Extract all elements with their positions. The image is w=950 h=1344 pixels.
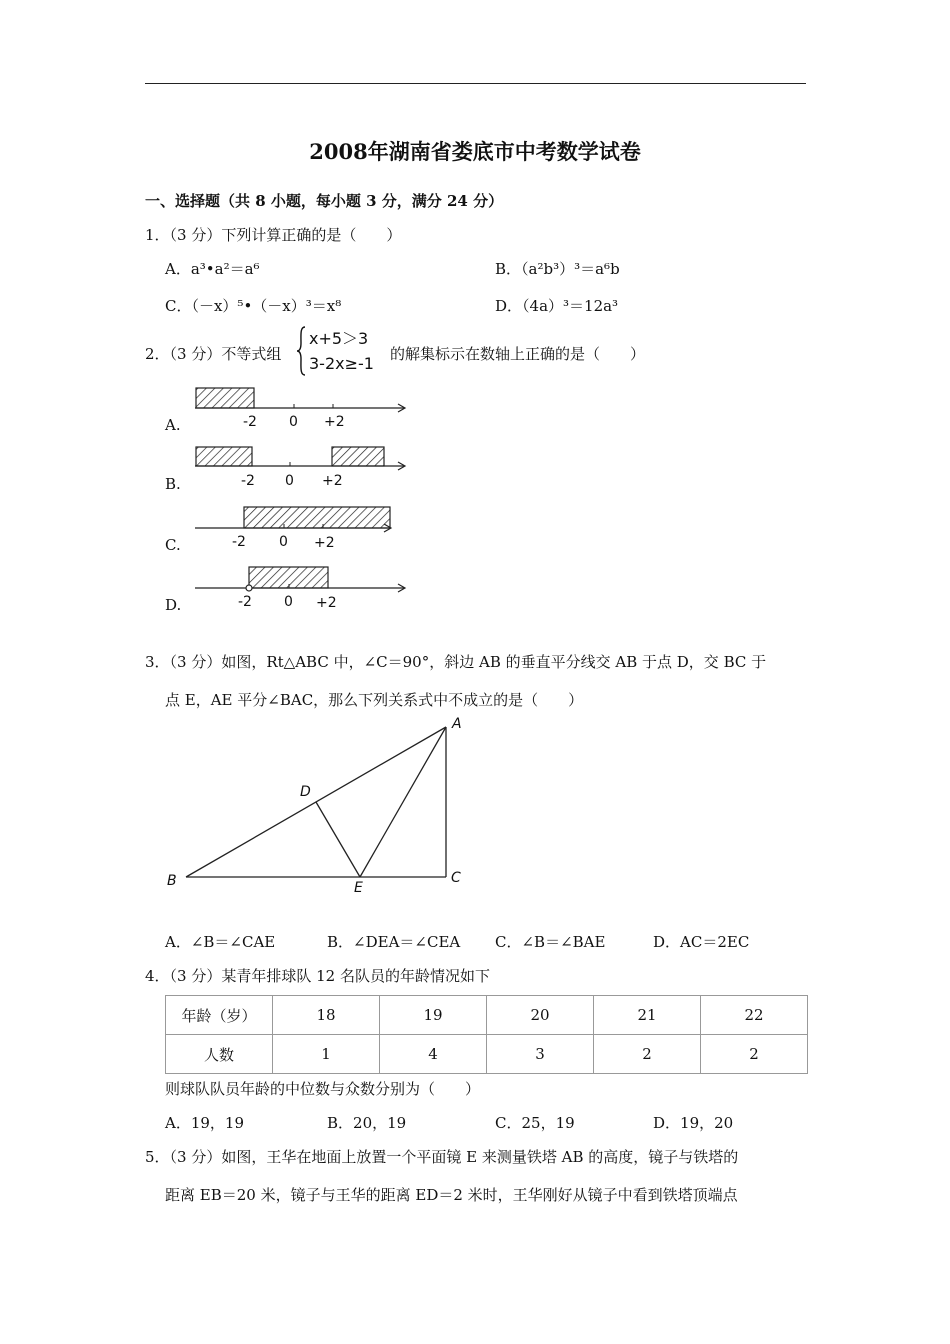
point-d-label: D [300, 784, 311, 800]
q4-option-c: C．25，19 [495, 1114, 575, 1132]
table-cell: 22 [701, 996, 808, 1035]
tick-label: 0 [285, 473, 294, 489]
tick-label: 0 [284, 594, 293, 610]
q2-label-b: B. [165, 475, 181, 493]
q2-inequality-2: 3-2x≥-1 [309, 354, 374, 373]
q4-option-d: D．19，20 [653, 1114, 734, 1132]
table-cell: 18 [273, 996, 380, 1035]
q2-label-c: C. [165, 536, 181, 554]
point-e-label: E [354, 880, 363, 896]
q3-stem-line1: 3．（3 分）如图，Rt△ABC 中，∠C＝90°，斜边 AB 的垂直平分线交 AB 于点 D，交 BC 于 [145, 653, 767, 671]
q4-stem: 4．（3 分）某青年排球队 12 名队员的年龄情况如下 [145, 967, 490, 985]
tick-label: 0 [289, 414, 298, 430]
q1-option-a: A．a³•a²＝a⁶ [165, 260, 260, 278]
tick-label: 0 [279, 534, 288, 550]
table-cell: 2 [594, 1035, 701, 1074]
q4-option-b: B．20，19 [327, 1114, 407, 1132]
q2-stem-prefix: 2．（3 分）不等式组 [145, 345, 282, 363]
q2-stem-suffix: 的解集标示在数轴上正确的是（ ） [390, 345, 646, 363]
q2-label-a: A. [165, 416, 181, 434]
table-cell: 4 [380, 1035, 487, 1074]
q1-option-c: C．（－x）⁵•（－x）³＝x⁸ [165, 297, 342, 315]
table-cell: 年龄（岁） [166, 996, 273, 1035]
q1-option-b: B．（a²b³）³＝a⁶b [495, 260, 620, 278]
q3-stem-line2: 点 E，AE 平分∠BAC，那么下列关系式中不成立的是（ ） [165, 691, 584, 709]
tick-label: -2 [243, 414, 257, 430]
table-row [166, 996, 808, 1035]
q3-option-a: A．∠B＝∠CAE [165, 933, 276, 951]
q1-option-d: D．（4a）³＝12a³ [495, 297, 619, 315]
point-a-label: A [452, 716, 462, 732]
table-cell: 1 [273, 1035, 380, 1074]
table-cell: 19 [380, 996, 487, 1035]
point-b-label: B [167, 873, 177, 889]
q3-option-d: D．AC＝2EC [653, 933, 750, 951]
section-heading: 一、选择题（共 8 小题，每小题 3 分，满分 24 分） [145, 192, 504, 210]
table-cell: 20 [487, 996, 594, 1035]
q4-option-a: A．19，19 [165, 1114, 245, 1132]
tick-label: +2 [322, 473, 343, 489]
q2-label-d: D. [165, 596, 182, 614]
q3-option-b: B．∠DEA＝∠CEA [327, 933, 461, 951]
q2-inequality-1: x+5＞3 [309, 329, 369, 348]
point-c-label: C [451, 870, 461, 886]
table-cell: 21 [594, 996, 701, 1035]
q5-stem-line2: 距离 EB＝20 米，镜子与王华的距离 ED＝2 米时，王华刚好从镜子中看到铁塔顶端点 [165, 1186, 738, 1204]
q4-after-table: 则球队队员年龄的中位数与众数分别为（ ） [165, 1080, 481, 1098]
table-cell: 2 [701, 1035, 808, 1074]
q3-option-c: C．∠B＝∠BAE [495, 933, 606, 951]
tick-label: +2 [324, 414, 345, 430]
tick-label: -2 [232, 534, 246, 550]
page-title: 2008年湖南省娄底市中考数学试卷 [309, 139, 641, 164]
table-cell: 3 [487, 1035, 594, 1074]
tick-label: -2 [241, 473, 255, 489]
q1-stem: 1．（3 分）下列计算正确的是（ ） [145, 226, 402, 244]
tick-label: +2 [314, 535, 335, 551]
tick-label: +2 [316, 595, 337, 611]
table-row [166, 1035, 808, 1074]
tick-label: -2 [238, 594, 252, 610]
age-table [165, 995, 808, 1074]
q5-stem-line1: 5．（3 分）如图，王华在地面上放置一个平面镜 E 来测量铁塔 AB 的高度，镜子与铁塔的 [145, 1148, 739, 1166]
table-cell: 人数 [166, 1035, 273, 1074]
